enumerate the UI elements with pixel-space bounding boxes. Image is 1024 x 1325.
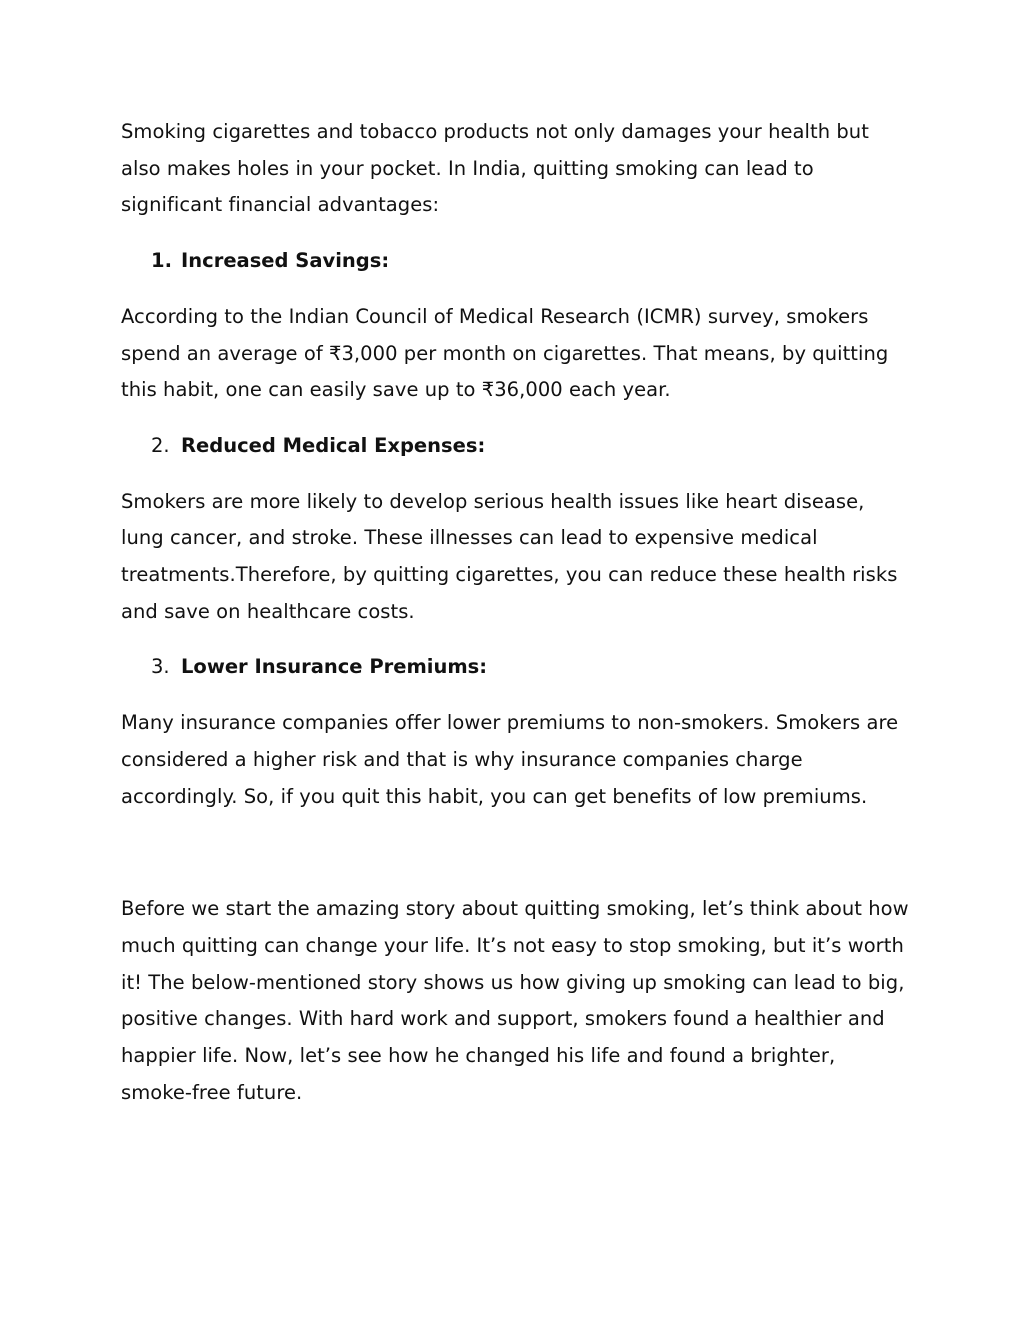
section-heading-increased-savings [151,243,911,280]
section-heading-reduced-medical-expenses [151,428,911,465]
document-page [121,114,911,1111]
section-body-reduced-medical-expenses: Smokers are more likely to develop serious health issues like heart disease, lung cancer, and stroke. These illnesses can lead to expensive medical treatments.Therefore, by quitting cigarettes, you can reduce these health risks and save on healthcare costs. [121,489,898,623]
section-body-lower-insurance-premiums: Many insurance companies offer lower premiums to non-smokers. Smokers are considered a higher risk and that is why insurance companies charge accordingly. So, if you quit this habit, you can get benefits of low premiums. [121,711,899,808]
section-title: Lower Insurance Premiums: [181,655,488,679]
section-title: Increased Savings: [181,249,390,273]
section-title: Reduced Medical Expenses: [181,433,486,457]
section-number: 2. [151,433,170,457]
section-number: 3. [151,655,170,679]
closing-paragraph: Before we start the amazing story about quitting smoking, let’s think about how much quitting can change your life. It’s not easy to stop smoking, but it’s worth it! The below-mentioned story shows us how giving up smoking can lead to big, positive changes. With hard work and support, smokers found a healthier and happier life. Now, let’s see how he changed his life and found a brighter, smoke-free future. [121,897,909,1104]
section-heading-lower-insurance-premiums [151,649,911,686]
section-body-increased-savings: According to the Indian Council of Medical Research (ICMR) survey, smokers spend an average of ₹3,000 per month on cigarettes. That means, by quitting this habit, one can easily save up to ₹36,000 each year. [121,304,889,402]
intro-paragraph: Smoking cigarettes and tobacco products not only damages your health but also makes holes in your pocket. In India, quitting smoking can lead to significant financial advantages: [121,120,869,217]
paragraph-spacer [121,815,911,891]
section-number: 1. [151,249,172,273]
